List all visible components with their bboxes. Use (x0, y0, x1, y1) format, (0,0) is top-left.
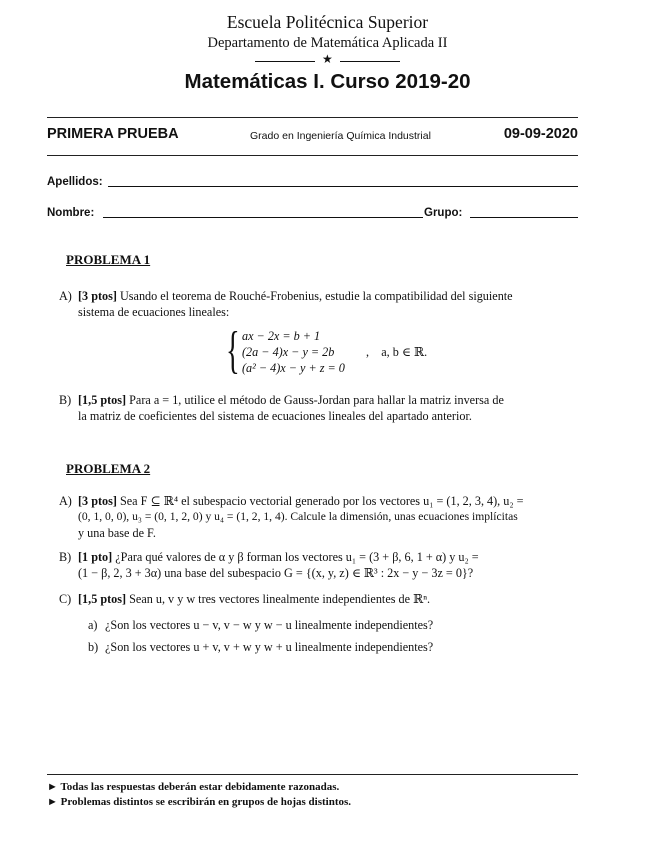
problem2-b-line1: ¿Para qué valores de α y β forman los vectores u₁ = (3 + β, 6, 1 + α) y u₂ = (115, 550, 479, 564)
problem2-b-text (78, 549, 578, 565)
course-title: Matemáticas I. Curso 2019-20 (184, 70, 471, 93)
problem2-c-line: Sean u, v y w tres vectores linealmente independientes de ℝⁿ. (129, 592, 431, 606)
department-name: Departamento de Matemática Aplicada II (207, 35, 448, 51)
problem2-a-line2: (0, 1, 0, 0), u₃ = (0, 1, 2, 0) y u₄ = (1, 2, 1, 4). Calcule la dimensión, unas ecuaciones implícitas (78, 510, 518, 523)
problem1-a-line2: sistema de ecuaciones lineales: (78, 305, 230, 319)
problem1-title: PROBLEMA 1 (66, 252, 151, 267)
grupo-field[interactable] (470, 217, 578, 218)
problem1-b-line2: la matriz de coeficientes del sistema de ecuaciones lineales del apartado anterior. (78, 409, 472, 423)
equation-2: (2a − 4)x − y = 2b (242, 345, 335, 359)
bullet-icon: ► (47, 796, 58, 808)
equation-3: (a² − 4)x − y + z = 0 (242, 361, 345, 375)
apellidos-label: Apellidos: (47, 176, 103, 188)
bullet-icon: ► (47, 781, 58, 793)
problem2-c-text (78, 591, 578, 607)
problem2-c-label: C) (59, 592, 72, 606)
nombre-field[interactable] (103, 217, 423, 218)
problem1-b-text (78, 392, 578, 408)
footer-note-2-text: Problemas distintos se escribirán en grupos de hojas distintos. (60, 796, 352, 808)
problem2-a-line1: Sea F ⊆ ℝ⁴ el subespacio vectorial generado por los vectores u₁ = (1, 2, 3, 4), u₂ = (119, 494, 524, 508)
parameter-condition: , a, b ∈ ℝ. (366, 345, 428, 359)
problem2-sub-b-label: b) (88, 640, 99, 654)
star-icon: ★ (322, 52, 333, 66)
exam-date: 09-09-2020 (503, 126, 578, 142)
left-brace: { (226, 322, 240, 379)
footer-rule (47, 774, 578, 775)
problem2-title: PROBLEMA 2 (66, 461, 151, 476)
problem2-sub-a-label: a) (88, 618, 98, 632)
top-rule (47, 117, 578, 118)
problem1-a-text (78, 288, 578, 304)
problem1-a-points: [3 ptos] (78, 289, 117, 303)
problem2-b-label: B) (59, 550, 72, 564)
equation-1: ax − 2x = b + 1 (242, 329, 321, 343)
problem2-sub-b-text: ¿Son los vectores u + v, v + w y w + u linealmente independientes? (105, 640, 434, 654)
problem2-b-line2: (1 − β, 2, 3 + 3α) una base del subespacio G = {(x, y, z) ∈ ℝ³ : 2x − y − 3z = 0}? (78, 566, 474, 580)
problem1-b-label: B) (59, 393, 72, 407)
problem1-b-line1: Para a = 1, utilice el método de Gauss-Jordan para hallar la matriz inversa de (129, 393, 504, 407)
ornament-line-left (255, 61, 315, 62)
footer-note-1 (47, 781, 339, 793)
grupo-label: Grupo: (424, 207, 463, 219)
degree-name: Grado en Ingeniería Química Industrial (250, 130, 431, 142)
problem1-b-points: [1,5 ptos] (78, 393, 127, 407)
problem2-a-label: A) (59, 494, 72, 508)
nombre-label: Nombre: (47, 207, 95, 219)
problem2-b-points: [1 pto] (78, 550, 113, 564)
problem2-a-text (78, 493, 578, 509)
apellidos-field[interactable] (108, 186, 578, 187)
problem1-a-label: A) (59, 289, 72, 303)
footer-note-1-text: Todas las respuestas deberán estar debidamente razonadas. (60, 781, 340, 793)
ornament-line-right (340, 61, 400, 62)
bottom-rule (47, 155, 578, 156)
problem2-a-line3: y una base de F. (78, 526, 156, 540)
school-name: Escuela Politécnica Superior (226, 12, 429, 32)
problem2-c-points: [1,5 ptos] (78, 592, 127, 606)
exam-name: PRIMERA PRUEBA (47, 126, 179, 142)
footer-note-2 (47, 796, 351, 808)
problem1-a-line1: Usando el teorema de Rouché-Frobenius, estudie la compatibilidad del siguiente (119, 289, 513, 303)
problem2-sub-a-text: ¿Son los vectores u − v, v − w y w − u linealmente independientes? (105, 618, 434, 632)
problem2-a-points: [3 ptos] (78, 494, 117, 508)
